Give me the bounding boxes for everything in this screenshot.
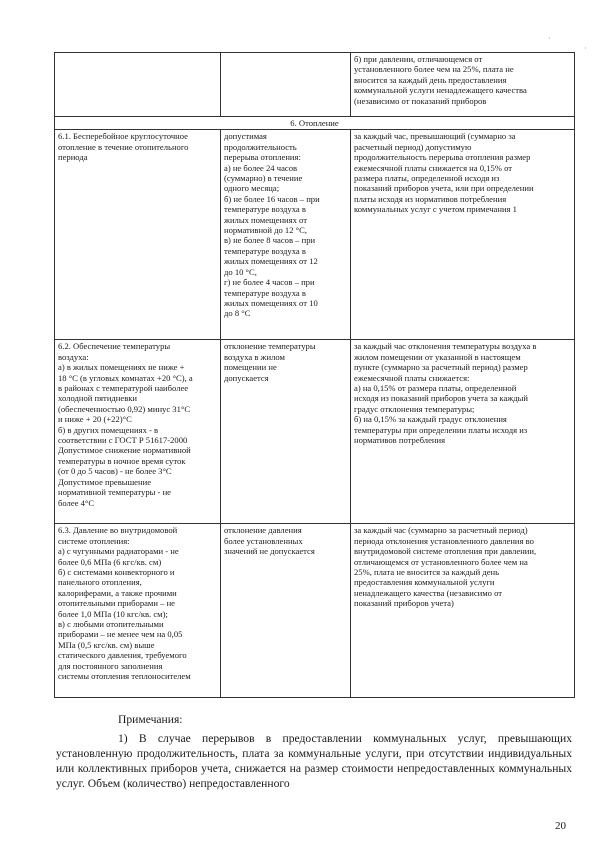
notes-paragraph: 1) В случае перерывов в предоставлении коммунальных услуг, превышающих установленную продолжительность, плата за коммунальные услуги, при отсутствии индивидуальных или коллективных приборов учета, снижается на размер стоимости непредоставленных коммунальных услуг. Объем (количество) непредоставленного xyxy=(56,732,572,790)
table-cell xyxy=(221,53,351,117)
payment-change-cell: за каждый час (суммарно за расчетный период) периода отклонения установленного давления во внутридомовой системе отопления при давлении, отличающемся от установленного более чем на 25%, плата не вносится за каждый день предоставления коммунальной услуги ненадлежащего качества (независимо от показаний приборов учета) xyxy=(351,524,575,698)
section-title: 6. Отопление xyxy=(55,117,575,130)
requirement-cell: 6.1. Бесперебойное круглосуточное отопление в течение отопительного периода xyxy=(55,130,221,340)
table-row xyxy=(55,53,575,117)
deviation-cell: отклонение давления более установленных значений не допускается xyxy=(221,524,351,698)
scan-mark: · xyxy=(584,44,587,53)
table-cell xyxy=(55,53,221,117)
table-row xyxy=(55,524,575,698)
table-row xyxy=(55,340,575,524)
requirement-cell: 6.3. Давление во внутридомовой системе отопления: а) с чугунными радиаторами - не более 0,6 МПа (6 кгс/кв. см) б) с системами конвекторного и панельного отопления, калориферами, а также прочими отопительными приборами – не более 1,0 МПа (10 кгс/кв. см); в) с любыми отопительными приборами – не менее чем на 0,05 МПа (0,5 кгс/кв. см) выше статического давления, требуемого для постоянного заполнения системы отопления теплоносителем xyxy=(55,524,221,698)
notes-title: Примечания: xyxy=(118,713,183,726)
deviation-cell: отклонение температуры воздуха в жилом помещении не допускается xyxy=(221,340,351,524)
page-number: 20 xyxy=(555,820,566,832)
quality-standards-table xyxy=(54,52,575,698)
notes-section xyxy=(56,712,572,791)
requirement-cell: 6.2. Обеспечение температуры воздуха: а) в жилых помещениях не ниже + 18 °C (в угловых комнатах +20 °C), а в районах с температурой наиболее холодной пятидневки (обеспеченностью 0,92) минус 31°C и ниже + 20 (+22)°C б) в других помещениях - в соответствии с ГОСТ Р 51617-2000 Допустимое снижение нормативной температуры в ночное время суток (от 0 до 5 часов) - не более 3°C Допустимое превышение нормативной температуры - не более 4°C xyxy=(55,340,221,524)
payment-change-cell: за каждый час отклонения температуры воздуха в жилом помещении от указанной в настоящем пункте (суммарно за расчетный период) размер ежемесячной платы снижается: а) на 0,15% от размера платы, определенной исходя из показаний приборов учета за каждый градус отклонения температуры; б) на 0,15% за каждый градус отклонения температуры при определении платы исходя из нормативов потребления xyxy=(351,340,575,524)
scan-mark: · xyxy=(548,34,551,43)
deviation-cell: допустимая продолжительность перерыва отопления: а) не более 24 часов (суммарно) в течение одного месяца; б) не более 16 часов – при температуре воздуха в жилых помещениях от нормативной до 12 °C, в) не более 8 часов – при температуре воздуха в жилых помещениях от 12 до 10 °C, г) не более 4 часов – при температуре воздуха в жилых помещениях от 10 до 8 °C xyxy=(221,130,351,340)
table-cell: б) при давлении, отличающемся от установленного более чем на 25%, плата не вносится за каждый день предоставления коммунальной услуги ненадлежащего качества (независимо от показаний приборов xyxy=(351,53,575,117)
table-row xyxy=(55,130,575,340)
section-header-row xyxy=(55,117,575,130)
payment-change-cell: за каждый час, превышающий (суммарно за расчетный период) допустимую продолжительность перерыва отопления размер ежемесячной платы снижается на 0,15% от размера платы, определенной исходя из показаний приборов учета, или при определении платы исходя из нормативов потребления коммунальных услуг с учетом примечания 1 xyxy=(351,130,575,340)
